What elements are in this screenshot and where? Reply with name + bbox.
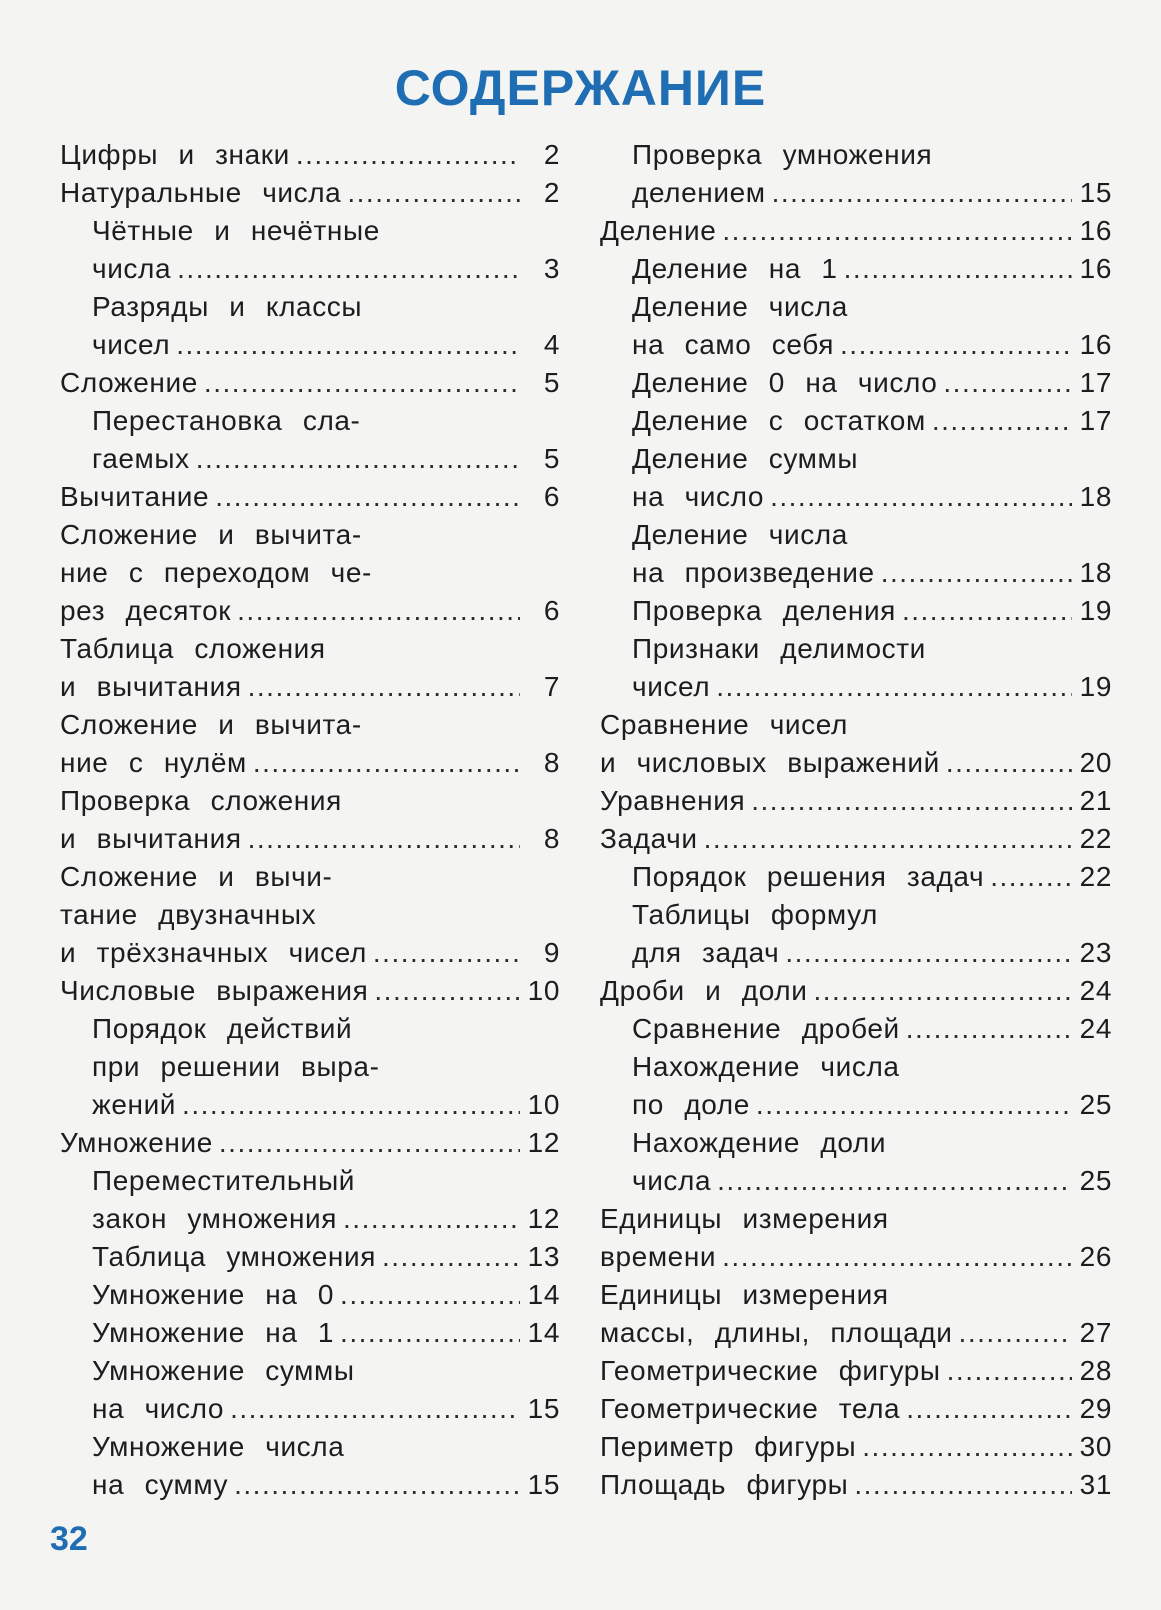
toc-entry bbox=[60, 136, 560, 174]
toc-entry-page: 19 bbox=[1079, 671, 1112, 702]
toc-entry-text: делением bbox=[632, 177, 766, 208]
dot-leader bbox=[990, 858, 1072, 896]
dot-leader bbox=[854, 1466, 1072, 1504]
toc-entry bbox=[600, 1124, 1112, 1162]
dot-leader bbox=[196, 440, 520, 478]
toc-entry-page: 16 bbox=[1079, 253, 1112, 284]
dot-leader bbox=[722, 212, 1072, 250]
dot-leader bbox=[906, 1390, 1072, 1428]
toc-entry-text: на произведение bbox=[632, 557, 875, 588]
toc-entry bbox=[60, 630, 560, 668]
toc-entry-text: массы, длины, площади bbox=[600, 1317, 953, 1348]
toc-entry bbox=[60, 250, 560, 288]
toc-entry-text: на число bbox=[632, 481, 765, 512]
toc-entry bbox=[60, 364, 560, 402]
toc-entry-page: 31 bbox=[1079, 1469, 1112, 1500]
toc-entry bbox=[60, 1390, 560, 1428]
toc-entry bbox=[600, 478, 1112, 516]
toc-column-right bbox=[600, 136, 1112, 1504]
toc-entry-text: Нахождение доли bbox=[632, 1127, 887, 1158]
toc-entry-text: Проверка сложения bbox=[60, 785, 342, 816]
toc-entry bbox=[600, 668, 1112, 706]
toc-entry-text: Проверка умножения bbox=[632, 139, 933, 170]
dot-leader bbox=[230, 1390, 520, 1428]
dot-leader bbox=[862, 1428, 1072, 1466]
toc-entry bbox=[600, 364, 1112, 402]
toc-entry-page: 8 bbox=[543, 747, 560, 778]
toc-entry bbox=[600, 402, 1112, 440]
toc-entry-text: Таблицы формул bbox=[632, 899, 878, 930]
toc-entry-page: 12 bbox=[527, 1127, 560, 1158]
toc-entry-text: Единицы измерения bbox=[600, 1203, 889, 1234]
dot-leader bbox=[751, 782, 1072, 820]
toc-entry-text: Сравнение дробей bbox=[632, 1013, 900, 1044]
toc-entry-text: Порядок действий bbox=[92, 1013, 353, 1044]
toc-entry bbox=[600, 972, 1112, 1010]
toc-entry-text: Деление 0 на число bbox=[632, 367, 938, 398]
toc-entry-text: Натуральные числа bbox=[60, 177, 342, 208]
dot-leader bbox=[943, 364, 1072, 402]
dot-leader bbox=[248, 820, 520, 858]
toc-entry-page: 21 bbox=[1079, 785, 1112, 816]
toc-entry bbox=[60, 1276, 560, 1314]
toc-entry-page: 16 bbox=[1079, 329, 1112, 360]
toc-entry-page: 8 bbox=[543, 823, 560, 854]
toc-entry-page: 15 bbox=[527, 1393, 560, 1424]
toc-entry bbox=[600, 1238, 1112, 1276]
toc-entry-text: числа bbox=[92, 253, 172, 284]
dot-leader bbox=[382, 1238, 520, 1276]
toc-entry bbox=[600, 1086, 1112, 1124]
toc-entry bbox=[60, 896, 560, 934]
toc-entry-text: ние с нулём bbox=[60, 747, 247, 778]
dot-leader bbox=[340, 1276, 520, 1314]
toc-entry-text: на число bbox=[92, 1393, 225, 1424]
toc-entry bbox=[60, 516, 560, 554]
toc-entry-page: 19 bbox=[1079, 595, 1112, 626]
toc-column-left bbox=[60, 136, 560, 1504]
toc-entry bbox=[60, 668, 560, 706]
toc-entry-text: Деление числа bbox=[632, 291, 848, 322]
toc-entry-text: тание двузначных bbox=[60, 899, 317, 930]
dot-leader bbox=[932, 402, 1072, 440]
toc-entry-text: чисел bbox=[92, 329, 171, 360]
toc-entry-page: 5 bbox=[543, 443, 560, 474]
toc-entry bbox=[600, 858, 1112, 896]
toc-entry-page: 22 bbox=[1079, 861, 1112, 892]
toc-entry-page: 14 bbox=[527, 1279, 560, 1310]
dot-leader bbox=[234, 1466, 520, 1504]
toc-entry bbox=[60, 1352, 560, 1390]
toc-entry bbox=[600, 516, 1112, 554]
toc-entry bbox=[60, 1124, 560, 1162]
dot-leader bbox=[347, 174, 520, 212]
toc-entry bbox=[60, 440, 560, 478]
toc-entry bbox=[600, 934, 1112, 972]
toc-entry-page: 30 bbox=[1079, 1431, 1112, 1462]
dot-leader bbox=[717, 1162, 1072, 1200]
toc-entry-page: 23 bbox=[1079, 937, 1112, 968]
dot-leader bbox=[785, 934, 1072, 972]
toc-entry-text: Деление числа bbox=[632, 519, 848, 550]
dot-leader bbox=[237, 592, 520, 630]
toc-entry bbox=[60, 1238, 560, 1276]
toc-entry-text: Переместительный bbox=[92, 1165, 356, 1196]
toc-entry-text: Деление bbox=[600, 215, 717, 246]
toc-entry-text: и вычитания bbox=[60, 823, 242, 854]
toc-entry-text: Деление с остатком bbox=[632, 405, 926, 436]
toc-entry bbox=[600, 1466, 1112, 1504]
toc-entry-text: для задач bbox=[632, 937, 780, 968]
toc-entry bbox=[600, 1010, 1112, 1048]
dot-leader bbox=[704, 820, 1072, 858]
toc-entry-page: 27 bbox=[1079, 1317, 1112, 1348]
toc-entry-text: Таблица сложения bbox=[60, 633, 326, 664]
toc-entry bbox=[600, 1162, 1112, 1200]
toc-entry bbox=[600, 1390, 1112, 1428]
toc-entry-text: Проверка деления bbox=[632, 595, 896, 626]
toc-entry-page: 4 bbox=[543, 329, 560, 360]
page-title: СОДЕРЖАНИЕ bbox=[394, 60, 767, 116]
toc-entry-text: Сложение bbox=[60, 367, 198, 398]
toc-entry bbox=[600, 896, 1112, 934]
toc-entry bbox=[600, 440, 1112, 478]
toc-entry bbox=[60, 554, 560, 592]
toc-entry bbox=[60, 212, 560, 250]
toc-entry-text: Уравнения bbox=[600, 785, 746, 816]
dot-leader bbox=[253, 744, 520, 782]
toc-entry-page: 9 bbox=[543, 937, 560, 968]
toc-entry bbox=[600, 782, 1112, 820]
toc-entry-page: 2 bbox=[543, 177, 560, 208]
toc-entry-text: Единицы измерения bbox=[600, 1279, 889, 1310]
dot-leader bbox=[756, 1086, 1072, 1124]
toc-entry-page: 22 bbox=[1079, 823, 1112, 854]
toc-entry bbox=[60, 592, 560, 630]
toc-entry-text: Сложение и вычита- bbox=[60, 709, 362, 740]
toc-entry bbox=[600, 744, 1112, 782]
dot-leader bbox=[770, 478, 1072, 516]
dot-leader bbox=[813, 972, 1072, 1010]
toc-entry bbox=[60, 478, 560, 516]
toc-entry-text: Дроби и доли bbox=[600, 975, 808, 1006]
toc-entry bbox=[600, 174, 1112, 212]
toc-entry bbox=[600, 1352, 1112, 1390]
toc-entry bbox=[600, 1314, 1112, 1352]
dot-leader bbox=[373, 934, 520, 972]
toc-entry-page: 5 bbox=[543, 367, 560, 398]
toc-entry bbox=[600, 820, 1112, 858]
toc-entry-text: Геометрические фигуры bbox=[600, 1355, 941, 1386]
toc-entry-text: и вычитания bbox=[60, 671, 242, 702]
toc-entry-text: на сумму bbox=[92, 1469, 229, 1500]
toc-entry-page: 17 bbox=[1079, 367, 1112, 398]
toc-entry-text: Периметр фигуры bbox=[600, 1431, 857, 1462]
toc-entry bbox=[60, 744, 560, 782]
toc-entry-page: 24 bbox=[1079, 1013, 1112, 1044]
toc-entry-text: Сложение и вычи- bbox=[60, 861, 333, 892]
toc-entry bbox=[60, 1428, 560, 1466]
toc-entry-text: Числовые выражения bbox=[60, 975, 369, 1006]
dot-leader bbox=[906, 1010, 1072, 1048]
dot-leader bbox=[204, 364, 520, 402]
toc-entry-text: и трёхзначных чисел bbox=[60, 937, 367, 968]
toc-entry-page: 17 bbox=[1079, 405, 1112, 436]
toc-entry-page: 6 bbox=[543, 481, 560, 512]
toc-entry-page: 6 bbox=[543, 595, 560, 626]
toc-entry-text: по доле bbox=[632, 1089, 750, 1120]
toc-entry-page: 29 bbox=[1079, 1393, 1112, 1424]
dot-leader bbox=[722, 1238, 1072, 1276]
toc-entry-text: Умножение bbox=[60, 1127, 213, 1158]
toc-entry bbox=[600, 1200, 1112, 1238]
toc-entry-text: Сравнение чисел bbox=[600, 709, 848, 740]
toc-entry bbox=[600, 1428, 1112, 1466]
toc-entry-text: времени bbox=[600, 1241, 717, 1272]
dot-leader bbox=[215, 478, 520, 516]
toc-entry-page: 7 bbox=[543, 671, 560, 702]
toc-entry-text: Деление на 1 bbox=[632, 253, 838, 284]
toc-entry bbox=[60, 326, 560, 364]
toc-entry bbox=[600, 288, 1112, 326]
toc-entry-page: 13 bbox=[527, 1241, 560, 1272]
dot-leader bbox=[902, 592, 1072, 630]
toc-entry-page: 25 bbox=[1079, 1165, 1112, 1196]
toc-entry bbox=[600, 706, 1112, 744]
toc-entry-text: Деление суммы bbox=[632, 443, 859, 474]
toc-entry-text: Сложение и вычита- bbox=[60, 519, 362, 550]
toc-entry bbox=[60, 706, 560, 744]
toc-entry bbox=[60, 820, 560, 858]
toc-entry-text: Геометрические тела bbox=[600, 1393, 901, 1424]
dot-leader bbox=[844, 250, 1072, 288]
toc-entry-page: 20 bbox=[1079, 747, 1112, 778]
toc-entry-page: 18 bbox=[1079, 481, 1112, 512]
dot-leader bbox=[182, 1086, 520, 1124]
toc-entry-text: рез десяток bbox=[60, 595, 232, 626]
toc-entry bbox=[600, 1048, 1112, 1086]
toc-entry bbox=[600, 592, 1112, 630]
toc-entry bbox=[60, 288, 560, 326]
dot-leader bbox=[296, 136, 520, 174]
dot-leader bbox=[840, 326, 1072, 364]
toc-entry-text: Чётные и нечётные bbox=[92, 215, 380, 246]
toc-entry bbox=[60, 1466, 560, 1504]
toc-entry-text: Площадь фигуры bbox=[600, 1469, 849, 1500]
toc-entry bbox=[600, 1276, 1112, 1314]
toc-entry-text: Задачи bbox=[600, 823, 698, 854]
toc-entry bbox=[60, 402, 560, 440]
toc-entry-page: 25 bbox=[1079, 1089, 1112, 1120]
toc-entry bbox=[60, 1162, 560, 1200]
toc-entry-text: Разряды и классы bbox=[92, 291, 363, 322]
toc-entry bbox=[60, 858, 560, 896]
dot-leader bbox=[343, 1200, 520, 1238]
toc-entry-text: Вычитание bbox=[60, 481, 210, 512]
dot-leader bbox=[947, 1352, 1072, 1390]
dot-leader bbox=[176, 326, 520, 364]
toc-entry bbox=[60, 1086, 560, 1124]
dot-leader bbox=[219, 1124, 520, 1162]
toc-entry-text: и числовых выражений bbox=[600, 747, 940, 778]
toc-entry-text: Умножение суммы bbox=[92, 1355, 355, 1386]
toc-entry-text: на само себя bbox=[632, 329, 835, 360]
toc-entry-page: 10 bbox=[527, 975, 560, 1006]
toc-entry-text: жений bbox=[92, 1089, 177, 1120]
toc-entry-page: 18 bbox=[1079, 557, 1112, 588]
toc-entry-text: Порядок решения задач bbox=[632, 861, 985, 892]
dot-leader bbox=[177, 250, 520, 288]
toc-entry bbox=[60, 1314, 560, 1352]
toc-entry bbox=[60, 934, 560, 972]
toc-entry bbox=[600, 250, 1112, 288]
toc-entry-text: Умножение числа bbox=[92, 1431, 345, 1462]
toc-entry-text: Нахождение числа bbox=[632, 1051, 900, 1082]
dot-leader bbox=[959, 1314, 1072, 1352]
toc-entry-page: 12 bbox=[527, 1203, 560, 1234]
toc-entry bbox=[60, 782, 560, 820]
toc-entry bbox=[60, 174, 560, 212]
toc-entry bbox=[60, 1200, 560, 1238]
toc-entry-text: Признаки делимости bbox=[632, 633, 926, 664]
toc-entry bbox=[60, 1048, 560, 1086]
toc-entry bbox=[600, 136, 1112, 174]
toc-entry-text: Цифры и знаки bbox=[60, 139, 290, 170]
toc-entry bbox=[600, 630, 1112, 668]
toc-entry bbox=[60, 1010, 560, 1048]
dot-leader bbox=[248, 668, 520, 706]
toc-entry-page: 24 bbox=[1079, 975, 1112, 1006]
page-number: 32 bbox=[50, 1520, 88, 1558]
toc-entry bbox=[600, 326, 1112, 364]
toc-entry-text: Умножение на 1 bbox=[92, 1317, 335, 1348]
dot-leader bbox=[716, 668, 1072, 706]
toc-entry-page: 26 bbox=[1079, 1241, 1112, 1272]
dot-leader bbox=[374, 972, 520, 1010]
toc-entry-text: Умножение на 0 bbox=[92, 1279, 335, 1310]
toc-entry-text: закон умножения bbox=[92, 1203, 338, 1234]
toc-entry-page: 15 bbox=[527, 1469, 560, 1500]
toc-entry-page: 15 bbox=[1079, 177, 1112, 208]
toc-entry-text: Перестановка сла- bbox=[92, 405, 361, 436]
toc-entry bbox=[60, 972, 560, 1010]
toc-entry bbox=[600, 212, 1112, 250]
toc-entry-text: при решении выра- bbox=[92, 1051, 380, 1082]
dot-leader bbox=[946, 744, 1072, 782]
toc-entry bbox=[600, 554, 1112, 592]
toc-entry-page: 14 bbox=[527, 1317, 560, 1348]
toc-entry-page: 28 bbox=[1079, 1355, 1112, 1386]
dot-leader bbox=[881, 554, 1072, 592]
toc-entry-page: 16 bbox=[1079, 215, 1112, 246]
toc-entry-page: 10 bbox=[527, 1089, 560, 1120]
toc-entry-text: Таблица умножения bbox=[92, 1241, 376, 1272]
dot-leader bbox=[772, 174, 1072, 212]
toc-entry-text: ние с переходом че- bbox=[60, 557, 372, 588]
dot-leader bbox=[340, 1314, 520, 1352]
toc-entry-text: чисел bbox=[632, 671, 711, 702]
toc-entry-text: числа bbox=[632, 1165, 712, 1196]
toc-entry-page: 3 bbox=[543, 253, 560, 284]
toc-entry-page: 2 bbox=[543, 139, 560, 170]
toc-entry-text: гаемых bbox=[92, 443, 190, 474]
